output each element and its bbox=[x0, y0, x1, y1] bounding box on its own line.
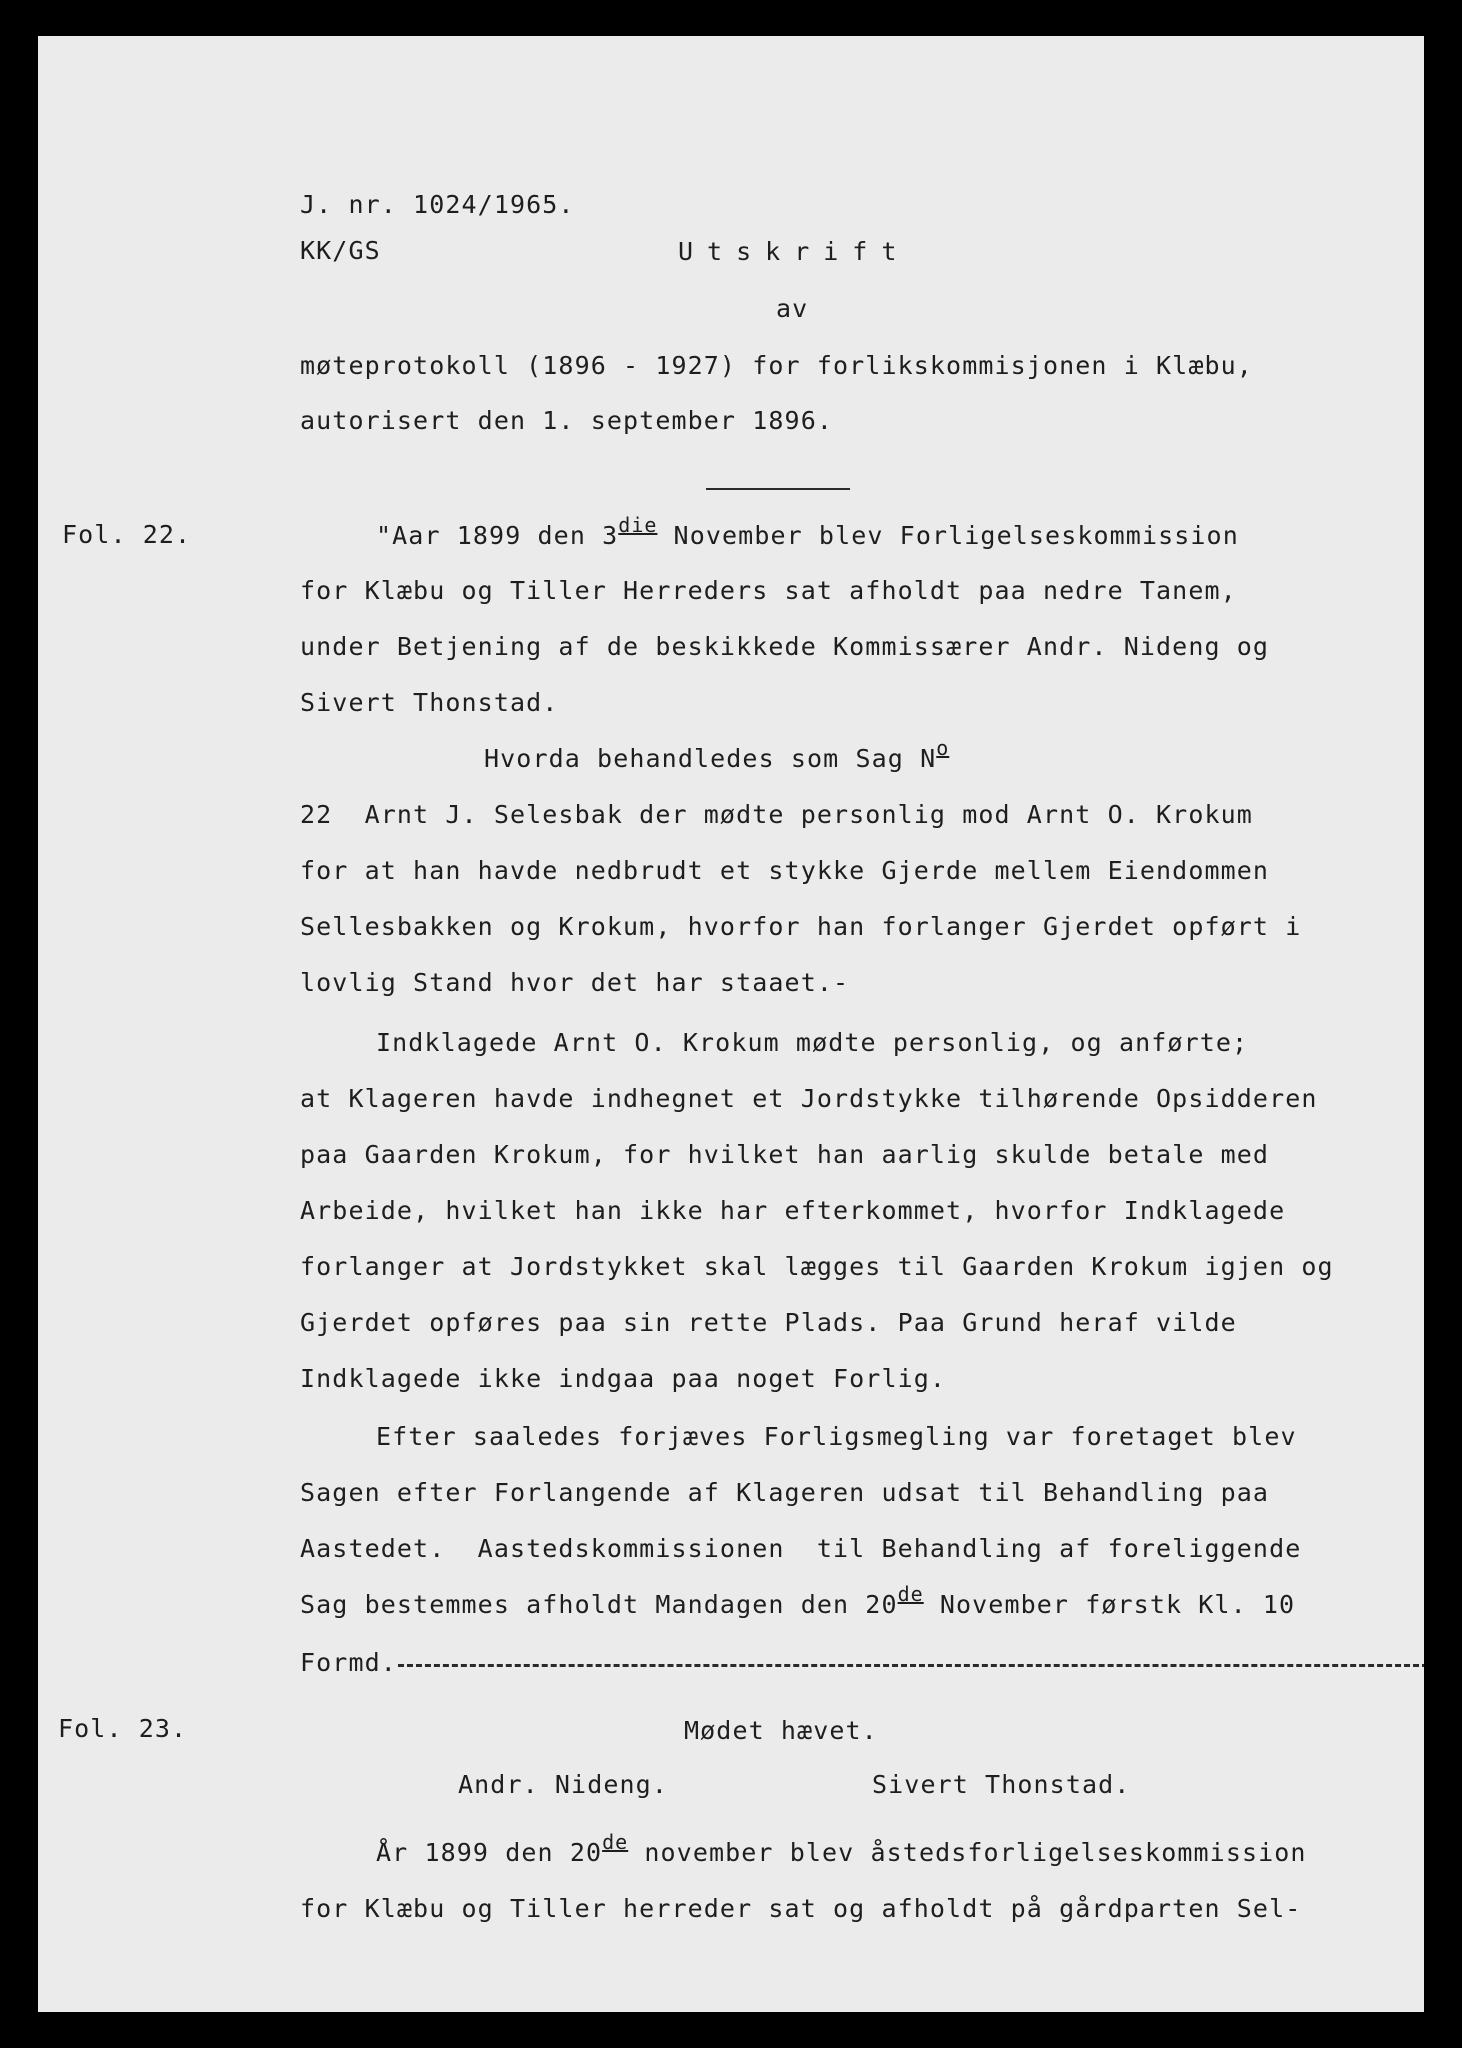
signature-nideng: Andr. Nideng. bbox=[458, 1770, 668, 1799]
document-title: Utskrift bbox=[678, 237, 911, 266]
body-line-16: Indklagede ikke indgaa paa noget Forlig. bbox=[300, 1364, 947, 1393]
title-av: av bbox=[776, 294, 809, 323]
body-line-17: Efter saaledes forjæves Forligsmegling var foretaget blev bbox=[376, 1422, 1297, 1451]
body-line-19: Aastedet. Aastedskommissionen til Behandling af foreliggende bbox=[300, 1534, 1302, 1563]
dashed-line bbox=[398, 1664, 1424, 1667]
folio-23: Fol. 23. bbox=[58, 1714, 188, 1743]
body-line-4: Sivert Thonstad. bbox=[300, 688, 559, 717]
body-line-6: 22 Arnt J. Selesbak der mødte personlig mod Arnt O. Krokum bbox=[300, 800, 1253, 829]
body-line-23: for Klæbu og Tiller herreder sat og afholdt på gårdparten Sel- bbox=[300, 1894, 1302, 1923]
body-line-22: År 1899 den 20de november blev åstedsforligelseskommission bbox=[376, 1830, 1307, 1867]
signature-thonstad: Sivert Thonstad. bbox=[872, 1770, 1131, 1799]
body-line-10: Indklagede Arnt O. Krokum mødte personlig, og anførte; bbox=[376, 1028, 1249, 1057]
body-line-9: lovlig Stand hvor det har staaet.- bbox=[300, 968, 850, 997]
body-line-7: for at han havde nedbrudt et stykke Gjerde mellem Eiendommen bbox=[300, 856, 1270, 885]
body-line-15: Gjerdet opføres paa sin rette Plads. Paa Grund heraf vilde bbox=[300, 1308, 1237, 1337]
body-line-21: Formd. bbox=[300, 1648, 397, 1677]
body-line-11: at Klageren havde indhegnet et Jordstykke tilhørende Opsidderen bbox=[300, 1084, 1318, 1113]
body-line-13: Arbeide, hvilket han ikke har efterkommet, hvorfor Indklagede bbox=[300, 1196, 1286, 1225]
journal-number: J. nr. 1024/1965. bbox=[300, 190, 575, 219]
subtitle-line-1: møteprotokoll (1896 - 1927) for forlikskommisjonen i Klæbu, bbox=[300, 351, 1253, 380]
title-underline bbox=[706, 488, 850, 490]
document-page bbox=[38, 36, 1424, 2012]
body-line-18: Sagen efter Forlangende af Klageren udsat til Behandling paa bbox=[300, 1478, 1270, 1507]
body-line-12: paa Gaarden Krokum, for hvilket han aarlig skulde betale med bbox=[300, 1140, 1270, 1169]
initials: KK/GS bbox=[300, 236, 381, 265]
body-line-8: Sellesbakken og Krokum, hvorfor han forlanger Gjerdet opført i bbox=[300, 912, 1302, 941]
body-line-2: for Klæbu og Tiller Herreders sat afholdt paa nedre Tanem, bbox=[300, 576, 1237, 605]
body-line-20: Sag bestemmes afholdt Mandagen den 20de November førstk Kl. 10 bbox=[300, 1582, 1296, 1619]
body-line-14: forlanger at Jordstykket skal lægges til Gaarden Krokum igjen og bbox=[300, 1252, 1334, 1281]
meeting-adjourned: Mødet hævet. bbox=[684, 1716, 878, 1745]
folio-22: Fol. 22. bbox=[62, 520, 192, 549]
body-line-3: under Betjening af de beskikkede Kommissærer Andr. Nideng og bbox=[300, 632, 1270, 661]
body-line-5: Hvorda behandledes som Sag $N^o$ bbox=[484, 736, 950, 773]
body-line-1: "Aar 1899 den $3^{die}$ November blev Forligelseskommission bbox=[376, 513, 1239, 550]
subtitle-line-2: autorisert den 1. september 1896. bbox=[300, 406, 833, 435]
